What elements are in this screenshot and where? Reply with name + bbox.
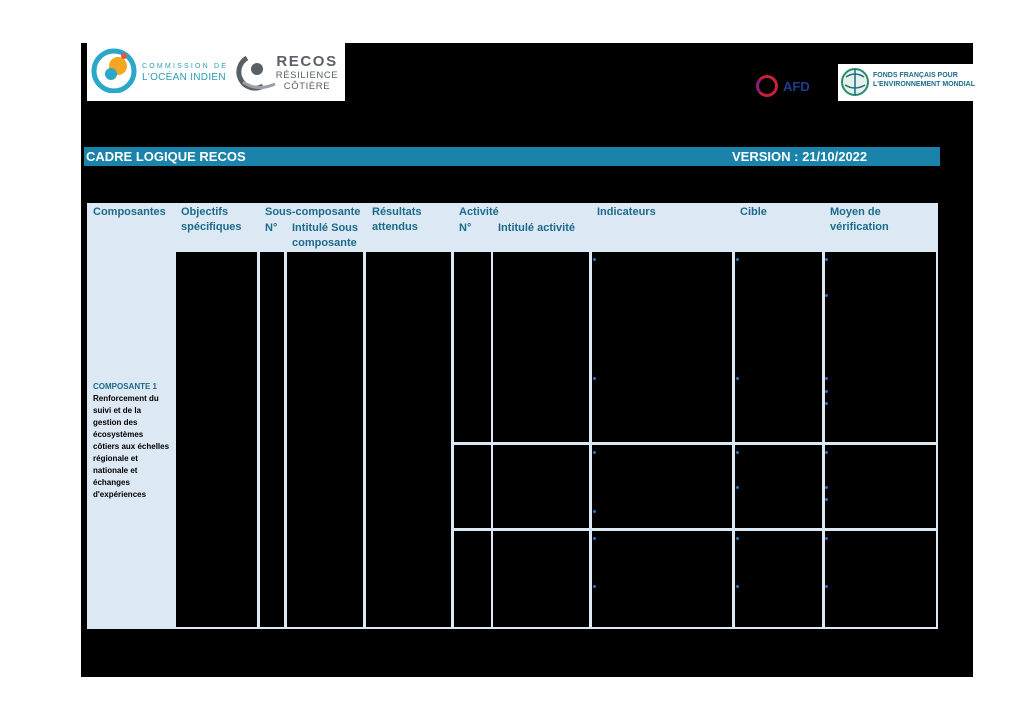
header-sous-composante: Sous-composante xyxy=(265,206,361,218)
cell-activite-number-2 xyxy=(454,445,491,528)
bullet-moyen xyxy=(825,451,828,454)
cell-activite-intitule-2 xyxy=(493,445,589,528)
header-sc-intitule-line-1: Intitulé Sous xyxy=(292,222,358,234)
cell-moyen-3 xyxy=(825,531,936,627)
cell-cible-3 xyxy=(735,531,822,627)
cell-indicateurs-1 xyxy=(592,252,732,442)
bullet-indicator xyxy=(593,258,596,261)
bullet-cible xyxy=(736,258,739,261)
header-objectifs xyxy=(181,205,242,235)
header-cible: Cible xyxy=(740,206,767,218)
header-resultats-line-2: attendus xyxy=(372,221,418,233)
bullet-cible xyxy=(736,585,739,588)
bullet-cible xyxy=(736,377,739,380)
coi-logo-text xyxy=(142,61,228,83)
bullet-moyen xyxy=(825,258,828,261)
bullet-indicator xyxy=(593,451,596,454)
ffem-line-2: L'ENVIRONNEMENT MONDIAL xyxy=(873,81,975,88)
cell-sc-intitule xyxy=(287,252,363,627)
cell-moyen-1 xyxy=(825,252,936,442)
bullet-moyen xyxy=(825,486,828,489)
bullet-moyen xyxy=(825,377,828,380)
bullet-indicator xyxy=(593,510,596,513)
composante-description: Renforcement du suivi et de la gestion des écosystèmes côtiers aux échelles régionale et nationale et échanges d'expériences xyxy=(93,394,170,499)
recos-logo-text xyxy=(275,54,339,92)
header-objectifs-line-2: spécifiques xyxy=(181,221,242,233)
header-activite-number: N° xyxy=(459,222,472,234)
cell-activite-number-1 xyxy=(454,252,491,442)
recos-line-2: RÉSILIENCE xyxy=(275,70,339,81)
header-moyen xyxy=(830,205,889,235)
version-label: VERSION : 21/10/2022 xyxy=(732,149,868,164)
bullet-cible xyxy=(736,486,739,489)
bullet-moyen xyxy=(825,585,828,588)
header-composantes: Composantes xyxy=(93,206,166,218)
coi-line-2: L'OCÉAN INDIEN xyxy=(142,72,226,83)
header-indicateurs: Indicateurs xyxy=(597,206,656,218)
cell-activite-intitule-1 xyxy=(493,252,589,442)
header-resultats-line-1: Résultats xyxy=(372,206,422,218)
cell-activite-number-3 xyxy=(454,531,491,627)
composante-cell xyxy=(93,381,171,501)
header-sc-number: N° xyxy=(265,222,278,234)
afd-logo xyxy=(756,71,810,101)
bullet-indicator xyxy=(593,537,596,540)
recos-logo-icon xyxy=(233,56,277,92)
coi-logo-icon xyxy=(91,47,137,93)
ffem-logo-text xyxy=(873,71,975,89)
header-moyen-line-1: Moyen de xyxy=(830,206,881,218)
cell-resultats xyxy=(366,252,451,627)
cell-objectifs xyxy=(176,252,257,627)
bullet-moyen xyxy=(825,537,828,540)
ffem-globe-icon xyxy=(840,65,870,99)
bullet-indicator xyxy=(593,585,596,588)
header-activite: Activité xyxy=(459,206,499,218)
cell-cible-1 xyxy=(735,252,822,442)
cell-indicateurs-2 xyxy=(592,445,732,528)
cell-cible-2 xyxy=(735,445,822,528)
bullet-moyen xyxy=(825,390,828,393)
bullet-moyen xyxy=(825,498,828,501)
header-sc-intitule-line-2: composante xyxy=(292,237,357,249)
header-resultats xyxy=(372,205,422,235)
coi-line-1: COMMISSION DE xyxy=(142,63,229,70)
page-title: CADRE LOGIQUE RECOS xyxy=(86,149,246,164)
title-bar xyxy=(84,147,940,166)
header-activite-intitule: Intitulé activité xyxy=(498,222,576,234)
cell-sc-number xyxy=(260,252,284,627)
ffem-line-1: FONDS FRANÇAIS POUR xyxy=(873,72,958,79)
cell-activite-intitule-3 xyxy=(493,531,589,627)
bullet-moyen xyxy=(825,294,828,297)
header-sc-intitule xyxy=(292,221,358,251)
header-moyen-line-2: vérification xyxy=(830,221,889,233)
afd-logo-text: AFD xyxy=(783,78,810,94)
bullet-cible xyxy=(736,537,739,540)
afd-ring-icon xyxy=(756,75,778,97)
bullet-cible xyxy=(736,451,739,454)
bullet-moyen xyxy=(825,402,828,405)
cell-moyen-2 xyxy=(825,445,936,528)
cell-indicateurs-3 xyxy=(592,531,732,627)
header-objectifs-line-1: Objectifs xyxy=(181,206,229,218)
bullet-indicator xyxy=(593,377,596,380)
recos-line-3: CÔTIÈRE xyxy=(283,81,331,92)
composante-title: COMPOSANTE 1 xyxy=(93,382,158,391)
recos-line-1: RECOS xyxy=(276,53,338,70)
